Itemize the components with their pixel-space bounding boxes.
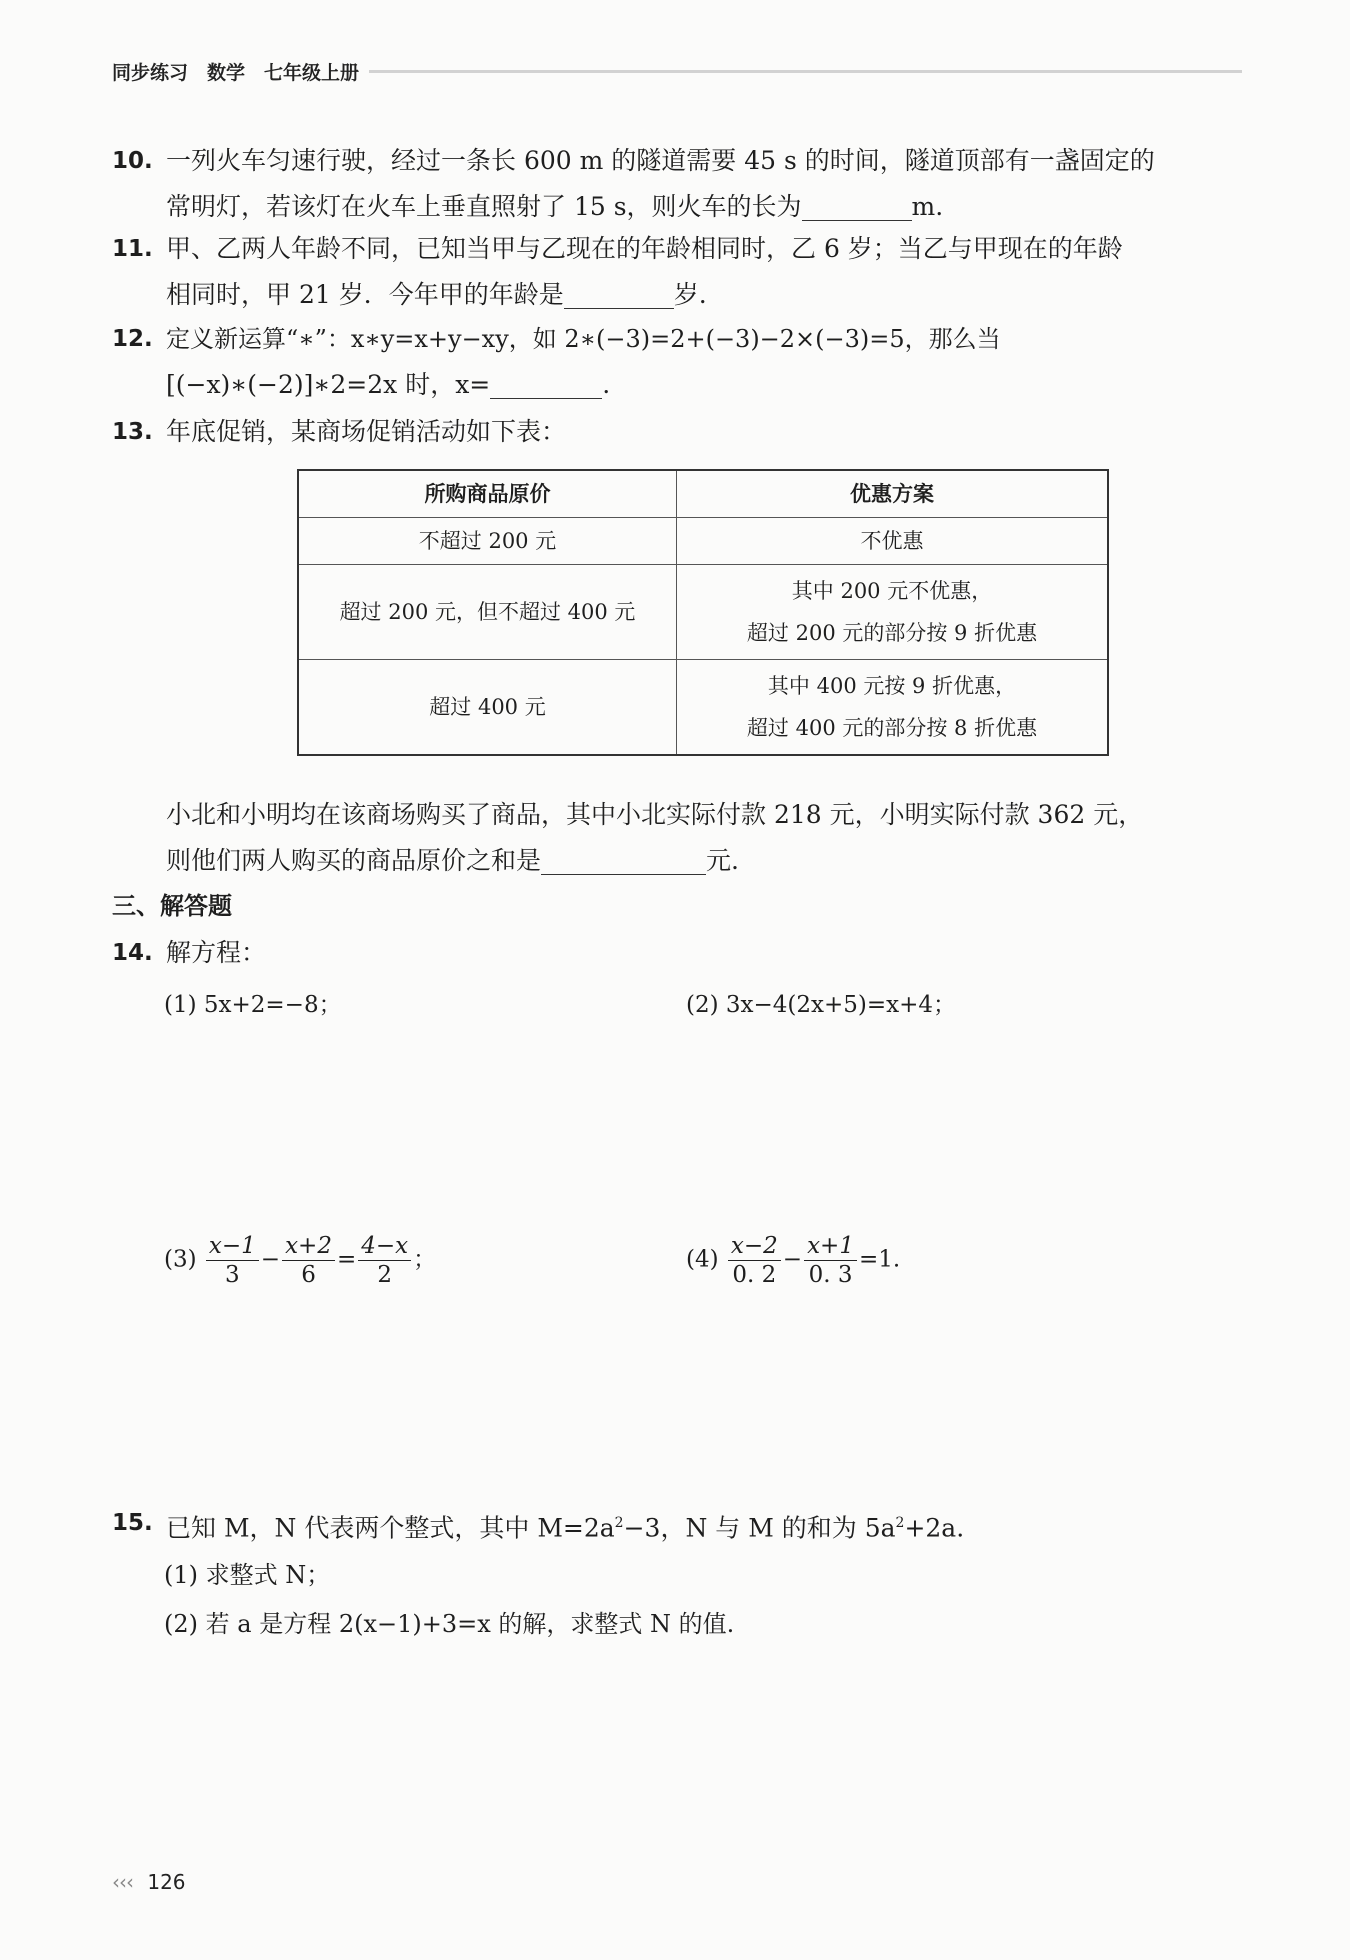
fraction: $\frac{x+2}{6}$ xyxy=(282,1232,335,1289)
question-10 xyxy=(112,138,1247,230)
question-text-line2: 常明灯，若该灯在火车上垂直照射了 15 s，则火车的长为 m. xyxy=(166,192,944,221)
question-text: 已知 M，N 代表两个整式，其中 $M=2a^2-3$，N 与 M 的和为 $5a^2+2a$. xyxy=(166,1513,965,1543)
question-12 xyxy=(112,316,1247,408)
equation-1: (1) 5x+2=−8； xyxy=(164,992,342,1018)
question-text: 解方程： xyxy=(166,938,267,967)
chevrons-left-icon: ‹‹‹ xyxy=(112,1870,133,1894)
question-number: 12. xyxy=(112,326,153,352)
question-text: 定义新运算“∗”：x∗y=x+y−xy，如 2∗(−3)=2+(−3)−2×(−3)=5，那么当 xyxy=(166,325,1001,353)
subquestion-1: (1) 求整式 N； xyxy=(164,1561,331,1589)
equation-4: (4) $\frac{x-2}{0. 2}$ − $\frac{x+1}{0. 3}$ =1. xyxy=(686,1233,901,1288)
equation-2: (2) 3x−4(2x+5)=x+4； xyxy=(686,992,957,1018)
followup-text: 小北和小明均在该商场购买了商品，其中小北实际付款 218 元，小明实际付款 362 元， xyxy=(166,800,1144,829)
subquestion-2: (2) 若 a 是方程 2(x−1)+3=x 的解，求整式 N 的值. xyxy=(164,1610,735,1638)
table-cell: 超过 200 元，但不超过 400 元 xyxy=(298,565,677,660)
question-text-line2: [(−x)∗(−2)]∗2=2x 时，x= . xyxy=(166,370,611,399)
answer-blank[interactable] xyxy=(802,190,912,221)
question-text-line2: 相同时，甲 21 岁．今年甲的年龄是 岁. xyxy=(166,280,707,309)
question-number: 15. xyxy=(112,1510,153,1536)
question-number: 14. xyxy=(112,940,153,966)
answer-blank[interactable] xyxy=(490,368,602,399)
section-title: 三、解答题 xyxy=(112,892,232,920)
promotion-table xyxy=(297,469,1109,756)
question-14 xyxy=(112,930,1247,976)
table-cell: 超过 400 元 xyxy=(298,660,677,756)
question-text: 甲、乙两人年龄不同，已知当甲与乙现在的年龄相同时，乙 6 岁；当乙与甲现在的年龄 xyxy=(166,234,1123,263)
table-row xyxy=(298,518,1108,565)
page-number: 126 xyxy=(147,1870,186,1894)
table-row xyxy=(298,660,1108,756)
fraction: $\frac{x+1}{0. 3}$ xyxy=(804,1232,857,1289)
table-row xyxy=(298,565,1108,660)
question-11 xyxy=(112,226,1247,318)
question-number: 13. xyxy=(112,419,153,445)
page-header xyxy=(112,56,1242,86)
header-rule xyxy=(369,70,1242,73)
answer-blank[interactable] xyxy=(541,844,706,875)
table-cell: 不优惠 xyxy=(677,518,1109,565)
fraction: $\frac{4-x}{2}$ xyxy=(358,1232,411,1289)
table-cell: 不超过 200 元 xyxy=(298,518,677,565)
table-cell: 其中 200 元不优惠， 超过 200 元的部分按 9 折优惠 xyxy=(677,565,1109,660)
question-text: 年底促销，某商场促销活动如下表： xyxy=(166,417,567,446)
table-cell: 其中 400 元按 9 折优惠， 超过 400 元的部分按 8 折优惠 xyxy=(677,660,1109,756)
table-header: 优惠方案 xyxy=(677,470,1109,518)
table-header-row xyxy=(298,470,1108,518)
question-text: 一列火车匀速行驶，经过一条长 600 m 的隧道需要 45 s 的时间，隧道顶部有一盏固定的 xyxy=(166,146,1155,175)
table-header: 所购商品原价 xyxy=(298,470,677,518)
answer-blank[interactable] xyxy=(564,278,674,309)
question-13-followup xyxy=(166,792,1251,884)
followup-text-line2: 则他们两人购买的商品原价之和是 元. xyxy=(166,846,739,875)
question-15 xyxy=(112,1500,1247,1551)
page-footer xyxy=(112,1870,186,1894)
question-13 xyxy=(112,409,1247,455)
question-number: 11. xyxy=(112,236,153,262)
header-title: 同步练习 数学 七年级上册 xyxy=(112,61,360,84)
question-number: 10. xyxy=(112,148,153,174)
equation-3: (3) $\frac{x-1}{3}$ − $\frac{x+2}{6}$ = $\frac{4-x}{2}$ ； xyxy=(164,1233,437,1288)
fraction: $\frac{x-1}{3}$ xyxy=(206,1232,259,1289)
fraction: $\frac{x-2}{0. 2}$ xyxy=(728,1232,781,1289)
